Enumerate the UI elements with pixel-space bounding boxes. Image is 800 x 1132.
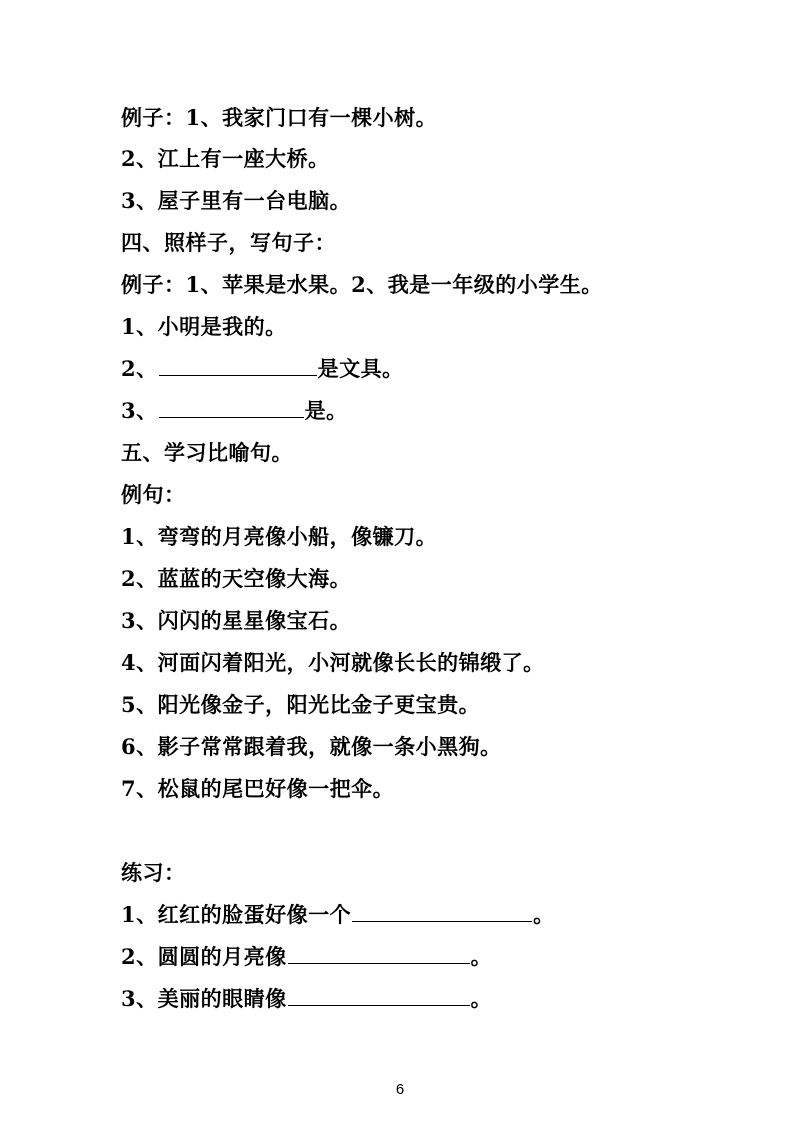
simile-example: 7、松鼠的尾巴好像一把伞。 bbox=[121, 776, 395, 801]
practice-prefix: 1、红红的脸蛋好像一个 bbox=[121, 902, 352, 927]
fill-prefix: 2、 bbox=[121, 356, 158, 381]
practice-suffix: 。 bbox=[470, 944, 493, 969]
practice-item-3 bbox=[121, 985, 492, 1013]
simile-example: 5、阳光像金子，阳光比金子更宝贵。 bbox=[121, 692, 481, 717]
answer-blank[interactable] bbox=[288, 943, 470, 964]
example-label: 例句： bbox=[121, 482, 186, 507]
example-sentence-3: 3、屋子里有一台电脑。 bbox=[121, 188, 352, 213]
simile-example: 4、河面闪着阳光，小河就像长长的锦缎了。 bbox=[121, 650, 545, 675]
section-4-item-1: 1、小明是我的。 bbox=[121, 314, 287, 339]
answer-blank[interactable] bbox=[159, 355, 317, 376]
fill-prefix: 3、 bbox=[121, 398, 158, 423]
fill-suffix: 是。 bbox=[304, 398, 348, 423]
fill-blank-item-3 bbox=[121, 397, 348, 425]
section-4-title: 四、照样子，写句子： bbox=[121, 230, 336, 255]
fill-blank-item-2 bbox=[121, 355, 404, 383]
practice-suffix: 。 bbox=[470, 986, 493, 1011]
practice-suffix: 。 bbox=[533, 902, 555, 927]
simile-example: 2、蓝蓝的天空像大海。 bbox=[121, 566, 352, 591]
practice-item-2 bbox=[121, 943, 492, 971]
answer-blank[interactable] bbox=[352, 901, 532, 922]
simile-example: 3、闪闪的星星像宝石。 bbox=[121, 608, 352, 633]
section-5-title: 五、学习比喻句。 bbox=[121, 440, 293, 465]
practice-prefix: 3、美丽的眼睛像 bbox=[121, 986, 287, 1011]
page-number: 6 bbox=[395, 1081, 405, 1098]
answer-blank[interactable] bbox=[159, 397, 304, 418]
example-sentence-1: 例子：1、我家门口有一棵小树。 bbox=[121, 105, 438, 130]
example-sentence-2: 2、江上有一座大桥。 bbox=[121, 146, 330, 171]
simile-example: 6、影子常常跟着我，就像一条小黑狗。 bbox=[121, 734, 502, 759]
simile-example: 1、弯弯的月亮像小船，像镰刀。 bbox=[121, 524, 438, 549]
practice-label: 练习： bbox=[121, 860, 186, 885]
answer-blank[interactable] bbox=[288, 985, 470, 1006]
practice-prefix: 2、圆圆的月亮像 bbox=[121, 944, 287, 969]
practice-item-1 bbox=[121, 901, 555, 929]
fill-suffix: 是文具。 bbox=[317, 356, 404, 381]
section-4-example: 例子：1、苹果是水果。2、我是一年级的小学生。 bbox=[121, 272, 603, 297]
